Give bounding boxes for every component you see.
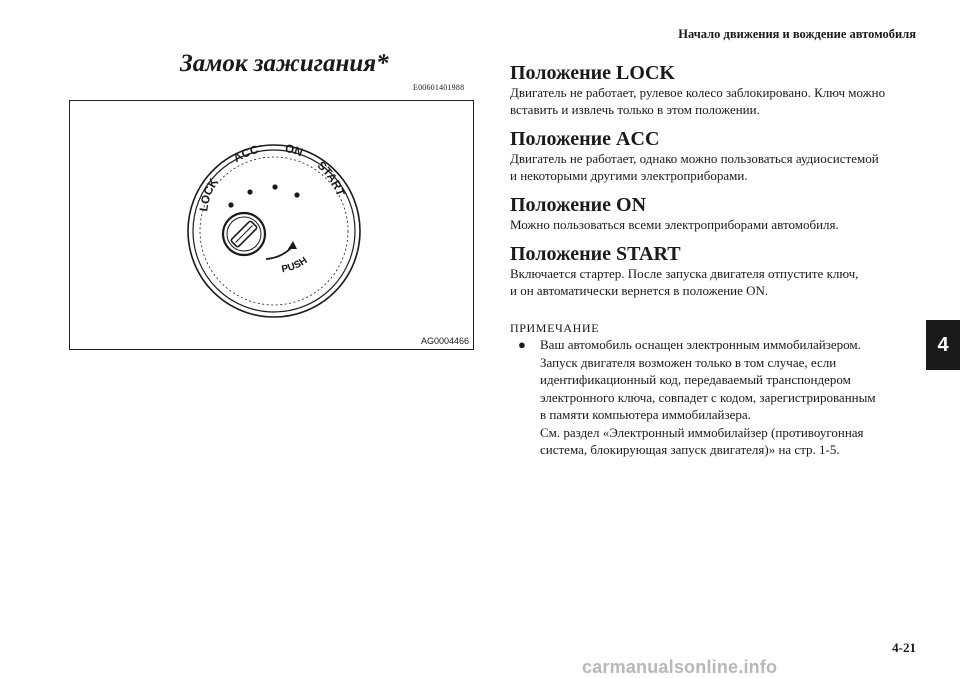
watermark: carmanualsonline.info bbox=[582, 657, 778, 677]
position-on bbox=[510, 194, 920, 233]
note-label: ПРИМЕЧАНИЕ bbox=[510, 321, 600, 335]
position-heading: Положение LOCK bbox=[510, 62, 675, 84]
ignition-switch-figure bbox=[69, 100, 474, 350]
chapter-tab: 4 bbox=[926, 320, 960, 370]
outer-bezel-ring bbox=[188, 142, 360, 317]
bullet-icon: ● bbox=[518, 337, 526, 352]
dial-on-label: ON bbox=[283, 142, 305, 160]
position-acc bbox=[510, 128, 920, 184]
position-lock bbox=[510, 62, 920, 118]
note-item bbox=[510, 336, 920, 459]
running-header: Начало движения и вождение автомобиля bbox=[678, 27, 916, 41]
page-number: 4-21 bbox=[892, 640, 916, 655]
position-description: Включается стартер. После запуска двигателя отпустите ключ, и он автоматически вернется в положение ON. bbox=[510, 266, 859, 298]
position-heading: Положение ON bbox=[510, 194, 647, 216]
push-arrow-arc bbox=[266, 247, 292, 259]
position-description: Двигатель не работает, рулевое колесо заблокировано. Ключ можно вставить и извлечь только в этом положении. bbox=[510, 85, 886, 117]
dial-acc-label: ACC bbox=[231, 143, 260, 166]
reference-code: E00601401988 bbox=[413, 83, 465, 92]
dial-start-label: START bbox=[314, 159, 347, 199]
lock-position-dot bbox=[228, 202, 233, 207]
push-arrow-head-icon bbox=[288, 241, 297, 249]
dial-lock-label: LOCK bbox=[198, 176, 221, 213]
dial-push-label: PUSH bbox=[280, 255, 310, 276]
acc-position-dot bbox=[247, 189, 252, 194]
note-text: Ваш автомобиль оснащен электронным иммобилайзером. Запуск двигателя возможен только в том случае, если идентификационный код, передаваемый транспондером электронного ключа, совпадет с кодом, зарегистрированным в памяти компьютера иммобилайзера. См. раздел «Электронный иммобилайзер (противоугонная система, блокирующая запуск двигателя)» на стр. 1-5. bbox=[540, 337, 876, 457]
position-description: Двигатель не работает, однако можно пользоваться аудиосистемой и некоторыми другими электроприборами. bbox=[510, 151, 879, 183]
position-heading: Положение START bbox=[510, 243, 681, 265]
position-start bbox=[510, 243, 920, 299]
figure-label: AG0004466 bbox=[420, 336, 469, 346]
section-title: Замок зажигания* bbox=[180, 50, 389, 77]
position-heading: Положение ACC bbox=[510, 128, 660, 150]
positions-column bbox=[510, 62, 920, 459]
on-position-dot bbox=[272, 184, 277, 189]
position-description: Можно пользоваться всеми электроприборами автомобиля. bbox=[510, 217, 839, 232]
ignition-switch-illustration bbox=[70, 101, 475, 351]
start-position-dot bbox=[294, 192, 299, 197]
